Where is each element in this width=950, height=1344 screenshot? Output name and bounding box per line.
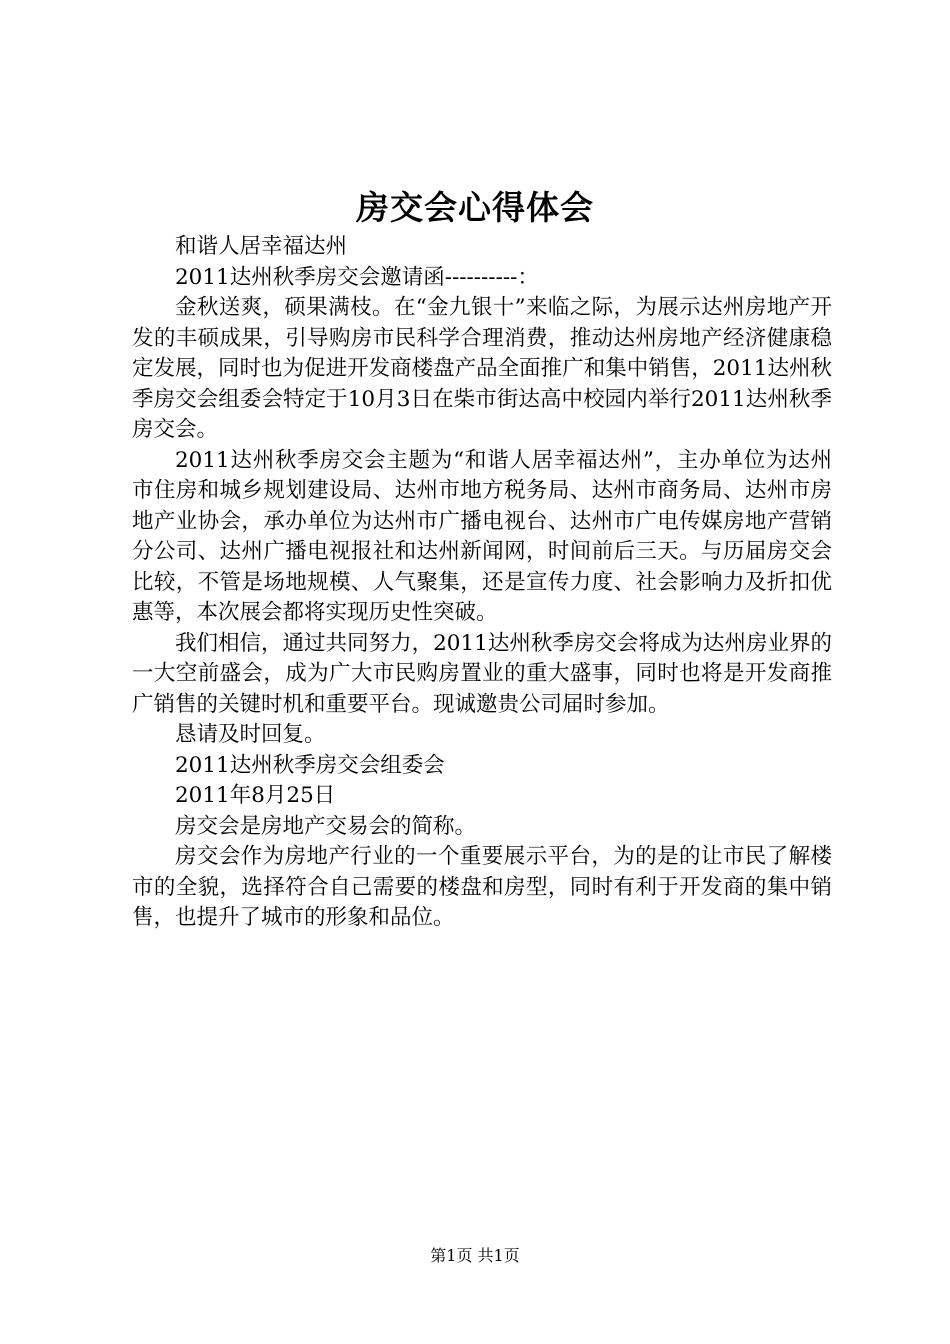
paragraph-theme: 2011达州秋季房交会主题为“和谐人居幸福达州”，主办单位为达州市住房和城乡规划建设局、达州市地方税务局、达州市商务局、达州市房地产业协会，承办单位为达州市广播电视台、达州市广电传媒房地产营销分公司、达州广播电视报社和达州新闻网，时间前后三天。与历届房交会比较，不管是场地规模、人气聚集，还是宣传力度、社会影响力及折扣优惠等，本次展会都将实现历史性突破。 [132, 447, 832, 625]
document-title: 房交会心得体会 [356, 188, 594, 227]
paragraph-definition: 房交会是房地产交易会的简称。 [175, 813, 477, 839]
page-footer: 第1页 共1页 [430, 1246, 520, 1265]
paragraph-slogan: 和谐人居幸福达州 [175, 234, 348, 259]
paragraph-invite: 我们相信，通过共同努力，2011达州秋季房交会将成为达州房业界的一大空前盛会，成为广大市民购房置业的重大盛事，同时也将是开发商推广销售的关键时机和重要平台。现诚邀贵公司届时参加。 [132, 630, 832, 717]
paragraph-reply-request: 恳请及时回复。 [175, 722, 326, 747]
document-body [132, 232, 832, 934]
paragraph-invitation-heading: 2011达州秋季房交会邀请函----------： [175, 264, 539, 290]
paragraph-date: 2011年8月25日 [175, 783, 336, 808]
paragraph-purpose: 房交会作为房地产行业的一个重要展示平台，为的是的让市民了解楼市的全貌，选择符合自己需要的楼盘和房型，同时有利于开发商的集中销售，也提升了城市的形象和品位。 [132, 844, 832, 930]
paragraph-signature: 2011达州秋季房交会组委会 [175, 752, 445, 778]
paragraph-intro: 金秋送爽，硕果满枝。在“金九银十”来临之际，为展示达州房地产开发的丰硕成果，引导购房市民科学合理消费，推动达州房地产经济健康稳定发展，同时也为促进开发商楼盘产品全面推广和集中销售，2011达州秋季房交会组委会特定于10月3日在柴市街达高中校园内举行2011达州秋季房交会。 [132, 295, 832, 442]
